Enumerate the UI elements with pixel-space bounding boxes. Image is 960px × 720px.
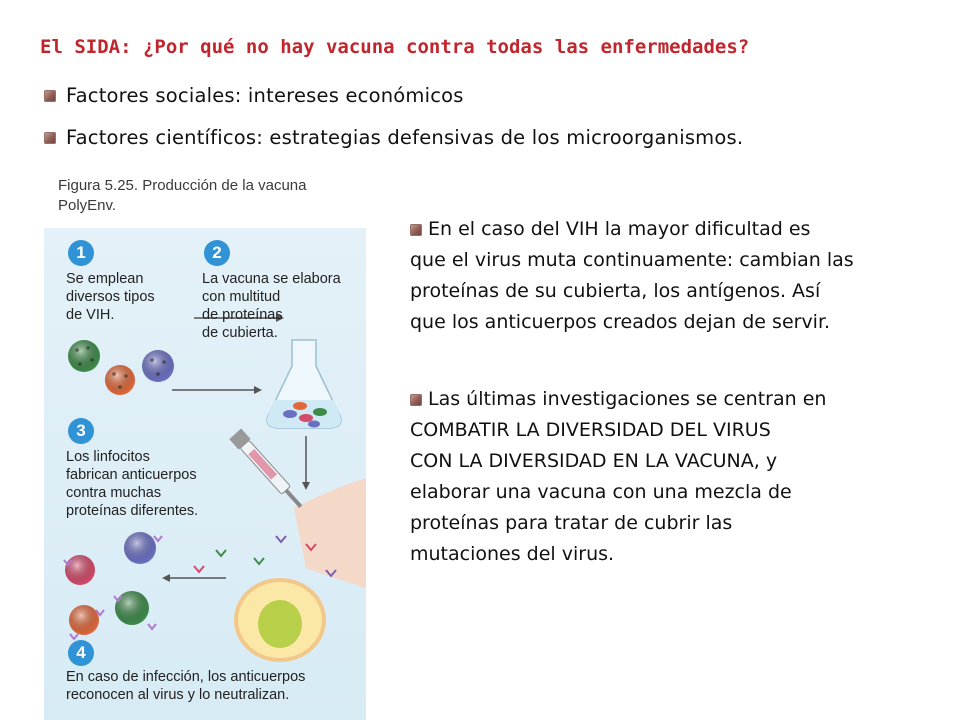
step-2-line: con multitud (202, 289, 281, 305)
step-4-badge: 4 (68, 640, 94, 666)
figure-caption-line2: PolyEnv. (58, 197, 117, 214)
step-1-line: de VIH. (66, 307, 115, 323)
bullet-icon (44, 90, 56, 102)
neutralized-virus-icon (64, 532, 162, 639)
paragraph-line: que el virus muta continuamente: cambian las (410, 249, 854, 271)
step-3-line: Los linfocitos (66, 449, 150, 465)
step-3-badge: 3 (68, 418, 94, 444)
step-2-line: La vacuna se elabora (202, 271, 341, 287)
step-2-line: de cubierta. (202, 325, 278, 341)
paragraph-line: elaborar una vacuna con una mezcla de (410, 481, 792, 503)
bullet-scientific-factors (44, 126, 743, 149)
paragraph-line: proteínas de su cubierta, los antígenos. Así (410, 280, 821, 302)
bullet-icon (410, 224, 422, 236)
paragraph-line (410, 214, 930, 245)
figure-caption-text: Producción de la vacuna (142, 177, 307, 194)
step-4-line: En caso de infección, los anticuerpos (66, 669, 306, 685)
paragraph-line-text: En el caso del VIH la mayor dificultad es (428, 218, 811, 240)
step-3-line: contra muchas (66, 485, 162, 501)
paragraph-line: CON LA DIVERSIDAD EN LA VACUNA, y (410, 450, 778, 472)
step-2-text (202, 270, 341, 342)
step-2-line: de proteínas (202, 307, 283, 323)
paragraph-hiv-mutation (410, 214, 930, 338)
step-3-text (66, 448, 198, 520)
step-1-line: Se emplean (66, 271, 144, 287)
lymphocyte-icon (234, 578, 326, 662)
step-1-text (66, 270, 155, 324)
step-1-line: diversos tipos (66, 289, 155, 305)
paragraph-line-text: Las últimas investigaciones se centran en (428, 388, 827, 410)
slide-title: El SIDA: ¿Por qué no hay vacuna contra todas las enfermedades? (40, 36, 750, 58)
step-3-line: fabrican anticuerpos (66, 467, 197, 483)
flask-icon (267, 340, 341, 428)
vaccine-figure (44, 168, 366, 720)
virus-cluster-icon (68, 340, 174, 395)
bullet-social-factors (44, 84, 464, 107)
paragraph-line: que los anticuerpos creados dejan de servir. (410, 311, 831, 333)
step-1-badge: 1 (68, 240, 94, 266)
paragraph-line: COMBATIR LA DIVERSIDAD DEL VIRUS (410, 419, 771, 441)
bullet-icon (44, 132, 56, 144)
paragraph-research (410, 384, 930, 570)
paragraph-line: proteínas para tratar de cubrir las (410, 512, 733, 534)
bullet-text: Factores sociales: intereses económicos (66, 84, 464, 107)
paragraph-line: mutaciones del virus. (410, 543, 615, 565)
paragraph-line (410, 384, 930, 415)
bullet-text: Factores científicos: estrategias defensivas de los microorganismos. (66, 126, 744, 149)
step-4-text (66, 668, 305, 704)
step-3-line: proteínas diferentes. (66, 503, 199, 519)
step-4-line: reconocen al virus y lo neutralizan. (66, 687, 290, 703)
figure-caption-number: Figura 5.25. (58, 177, 139, 194)
bullet-icon (410, 394, 422, 406)
syringe-icon (229, 428, 306, 512)
step-2-badge: 2 (204, 240, 230, 266)
